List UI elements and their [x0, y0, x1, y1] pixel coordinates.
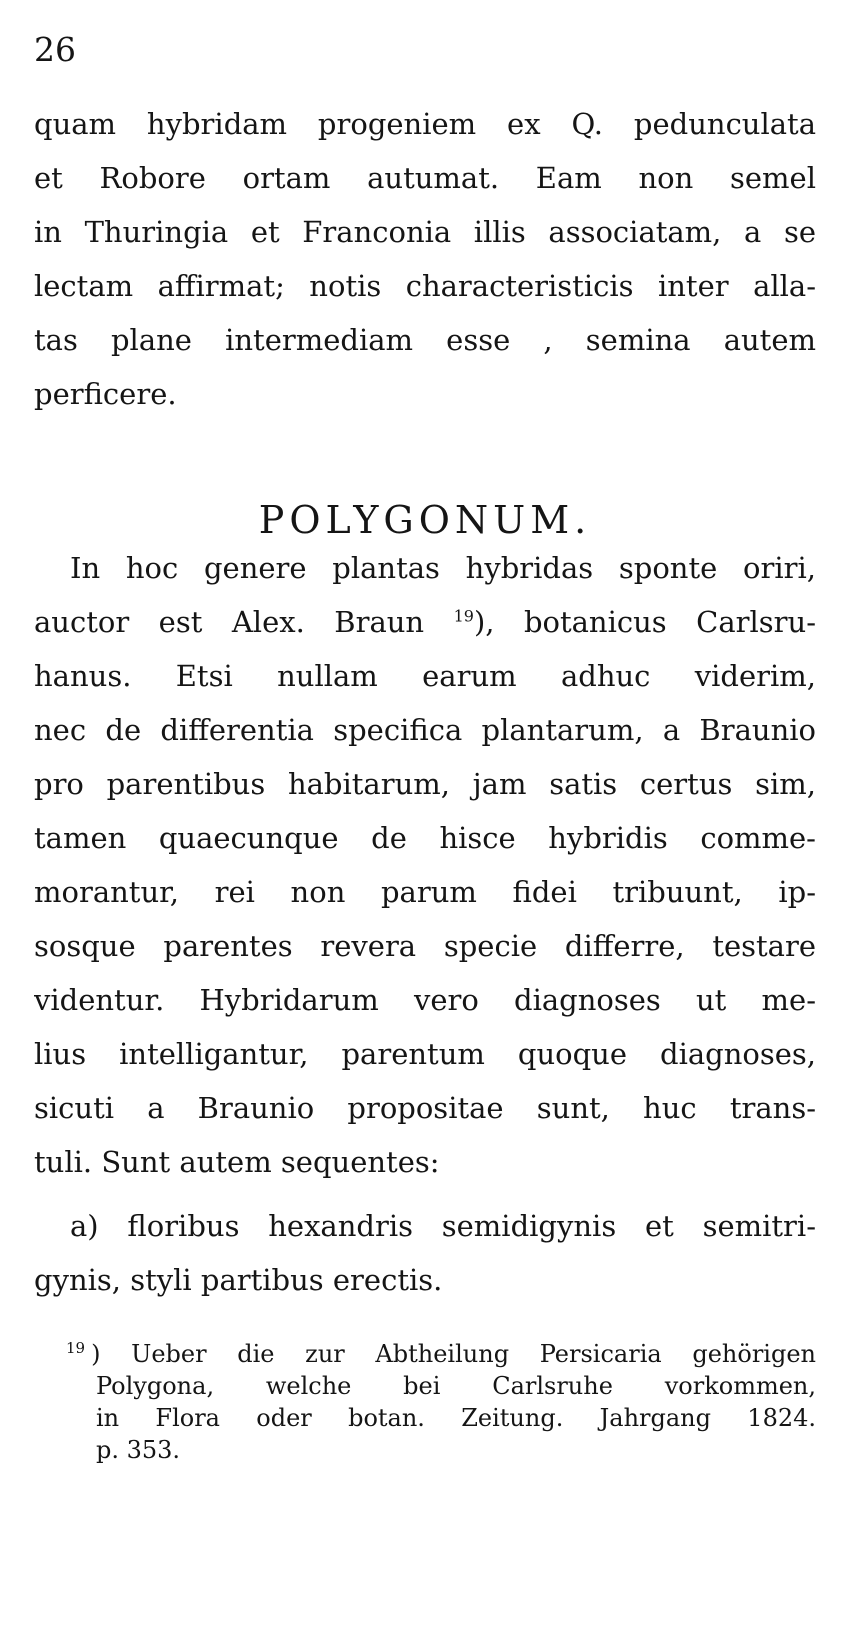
body-line-10: lius intelligantur, parentum quoque diagnoses,: [34, 1037, 816, 1071]
body-line-7: morantur, rei non parum fidei tribuunt, ip-: [34, 875, 816, 909]
item-a-line-1: a) floribus hexandris semidigynis et semitri-: [70, 1209, 816, 1243]
body-line-6: tamen quaecunque de hisce hybridis comme-: [34, 821, 816, 855]
intro-line-6: perficere.: [34, 377, 177, 411]
intro-line-4: lectam affirmat; notis characteristicis inter alla-: [34, 269, 816, 303]
intro-line-2: et Robore ortam autumat. Eam non semel: [34, 161, 816, 195]
body-line-4: nec de differentia specifica plantarum, a Braunio: [34, 713, 816, 747]
body-line-12: tuli. Sunt autem sequentes:: [34, 1145, 440, 1179]
body-line-11: sicuti a Braunio propositae sunt, huc trans-: [34, 1091, 816, 1125]
footnote-reference: 19: [453, 606, 474, 626]
intro-line-1: quam hybridam progeniem ex Q. pedunculata: [34, 107, 816, 141]
body-line-1: In hoc genere plantas hybridas sponte oriri,: [70, 551, 816, 585]
page-number: 26: [34, 30, 76, 69]
intro-line-5: tas plane intermediam esse , semina autem: [34, 323, 816, 357]
footnote-line-1: [66, 1338, 816, 1370]
item-a-line-2: gynis, styli partibus erectis.: [34, 1263, 443, 1297]
footnote-line-3: in Flora oder botan. Zeitung. Jahrgang 1824.: [96, 1404, 816, 1432]
footnote-line-1-text: ) Ueber die zur Abtheilung Persicaria gehörigen: [91, 1340, 816, 1368]
body-line-2-start: auctor est Alex. Braun: [34, 605, 454, 639]
footnote-mark: 19: [66, 1339, 86, 1357]
body-line-3: hanus. Etsi nullam earum adhuc viderim,: [34, 659, 816, 693]
body-line-8: sosque parentes revera specie differre, testare: [34, 929, 816, 963]
intro-line-3: in Thuringia et Franconia illis associatam, a se: [34, 215, 816, 249]
body-line-2-end: ), botanicus Carlsru-: [473, 605, 816, 639]
body-line-2: [34, 602, 816, 642]
section-heading: POLYGONUM.: [258, 498, 592, 542]
body-line-5: pro parentibus habitarum, jam satis certus sim,: [34, 767, 816, 801]
body-line-9: videntur. Hybridarum vero diagnoses ut me-: [34, 983, 816, 1017]
footnote-line-4: p. 353.: [96, 1436, 181, 1464]
footnote-line-2: Polygona, welche bei Carlsruhe vorkommen,: [96, 1372, 816, 1400]
